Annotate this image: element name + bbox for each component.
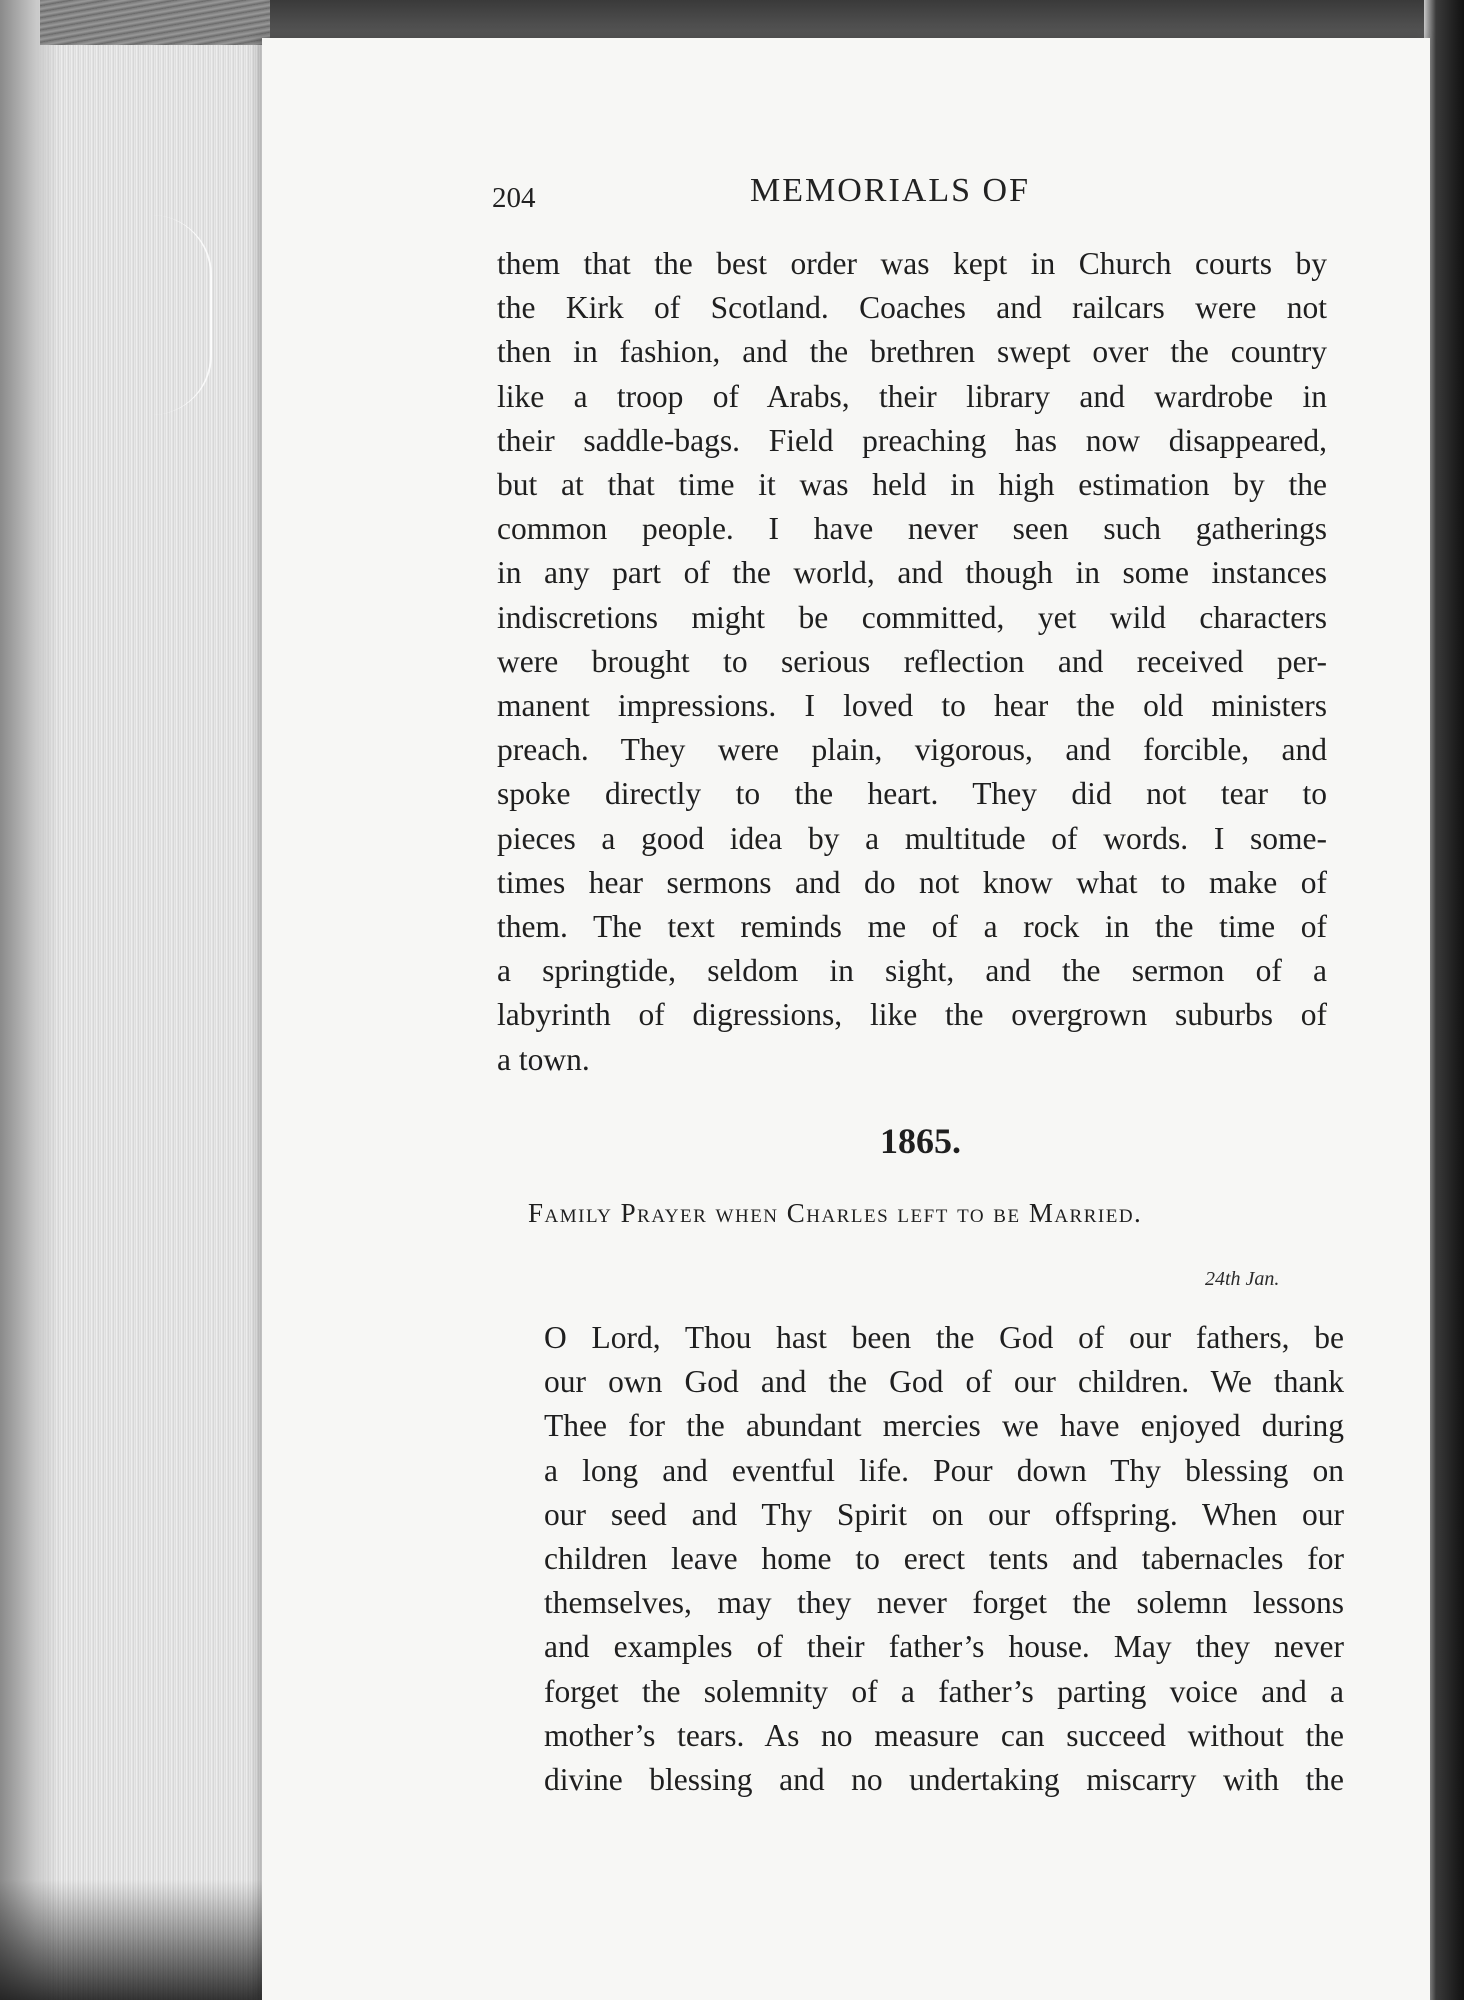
text-line: pieces a good idea by a multitude of words. I some- <box>497 820 1327 856</box>
section-heading: Family Prayer when Charles left to be Married. <box>528 1198 1143 1228</box>
page-edges <box>0 0 270 2000</box>
text-line: a long and eventful life. Pour down Thy blessing on <box>544 1452 1344 1488</box>
text-line: were brought to serious reflection and received per- <box>497 643 1327 679</box>
text-line: our own God and the God of our children. We thank <box>544 1364 1344 1400</box>
text-line: labyrinth of digressions, like the overgrown suburbs of <box>497 997 1327 1033</box>
text-line: like a troop of Arabs, their library and wardrobe in <box>497 378 1327 414</box>
text-line: Thee for the abundant mercies we have enjoyed during <box>544 1408 1344 1444</box>
scan-artifact <box>140 215 212 415</box>
text-line: times hear sermons and do not know what to make of <box>497 864 1327 900</box>
text-line: them that the best order was kept in Church courts by <box>497 246 1327 281</box>
year-heading: 1865. <box>880 1121 961 1161</box>
text-line: in any part of the world, and though in some instances <box>497 555 1327 591</box>
text-line: them. The text reminds me of a rock in the time of <box>497 909 1327 945</box>
paragraph-one <box>497 242 1327 1082</box>
right-spine <box>1424 0 1464 2000</box>
text-line: themselves, may they never forget the solemn lessons <box>544 1585 1344 1621</box>
text-line: O Lord, Thou hast been the God of our fathers, be <box>544 1320 1344 1355</box>
text-line: then in fashion, and the brethren swept over the country <box>497 334 1327 370</box>
running-title: MEMORIALS OF <box>750 172 1030 209</box>
text-line: indiscretions might be committed, yet wild characters <box>497 599 1327 635</box>
text-line: children leave home to erect tents and tabernacles for <box>544 1541 1344 1577</box>
text-line: preach. They were plain, vigorous, and forcible, and <box>497 732 1327 768</box>
edge-stripes <box>40 0 270 45</box>
text-line: mother’s tears. As no measure can succeed without the <box>544 1717 1344 1753</box>
text-line: and examples of their father’s house. May they never <box>544 1629 1344 1665</box>
text-line: common people. I have never seen such gatherings <box>497 511 1327 547</box>
running-head <box>492 172 1112 222</box>
text-line: but at that time it was held in high estimation by the <box>497 467 1327 503</box>
text-line: forget the solemnity of a father’s parting voice and a <box>544 1673 1344 1709</box>
text-line: manent impressions. I loved to hear the old ministers <box>497 688 1327 724</box>
text-line: spoke directly to the heart. They did not tear to <box>497 776 1327 812</box>
paragraph-two <box>522 1316 1344 1802</box>
text-line: a town. <box>497 1041 590 1077</box>
text-line: a springtide, seldom in sight, and the sermon of a <box>497 953 1327 989</box>
text-line: their saddle-bags. Field preaching has now disappeared, <box>497 422 1327 458</box>
text-line: our seed and Thy Spirit on our offspring. When our <box>544 1496 1344 1532</box>
date-line: 24th Jan. <box>1205 1268 1280 1290</box>
text-line: the Kirk of Scotland. Coaches and railcars were not <box>497 290 1327 326</box>
text-line: divine blessing and no undertaking miscarry with the <box>544 1762 1344 1798</box>
page-number: 204 <box>492 182 536 214</box>
